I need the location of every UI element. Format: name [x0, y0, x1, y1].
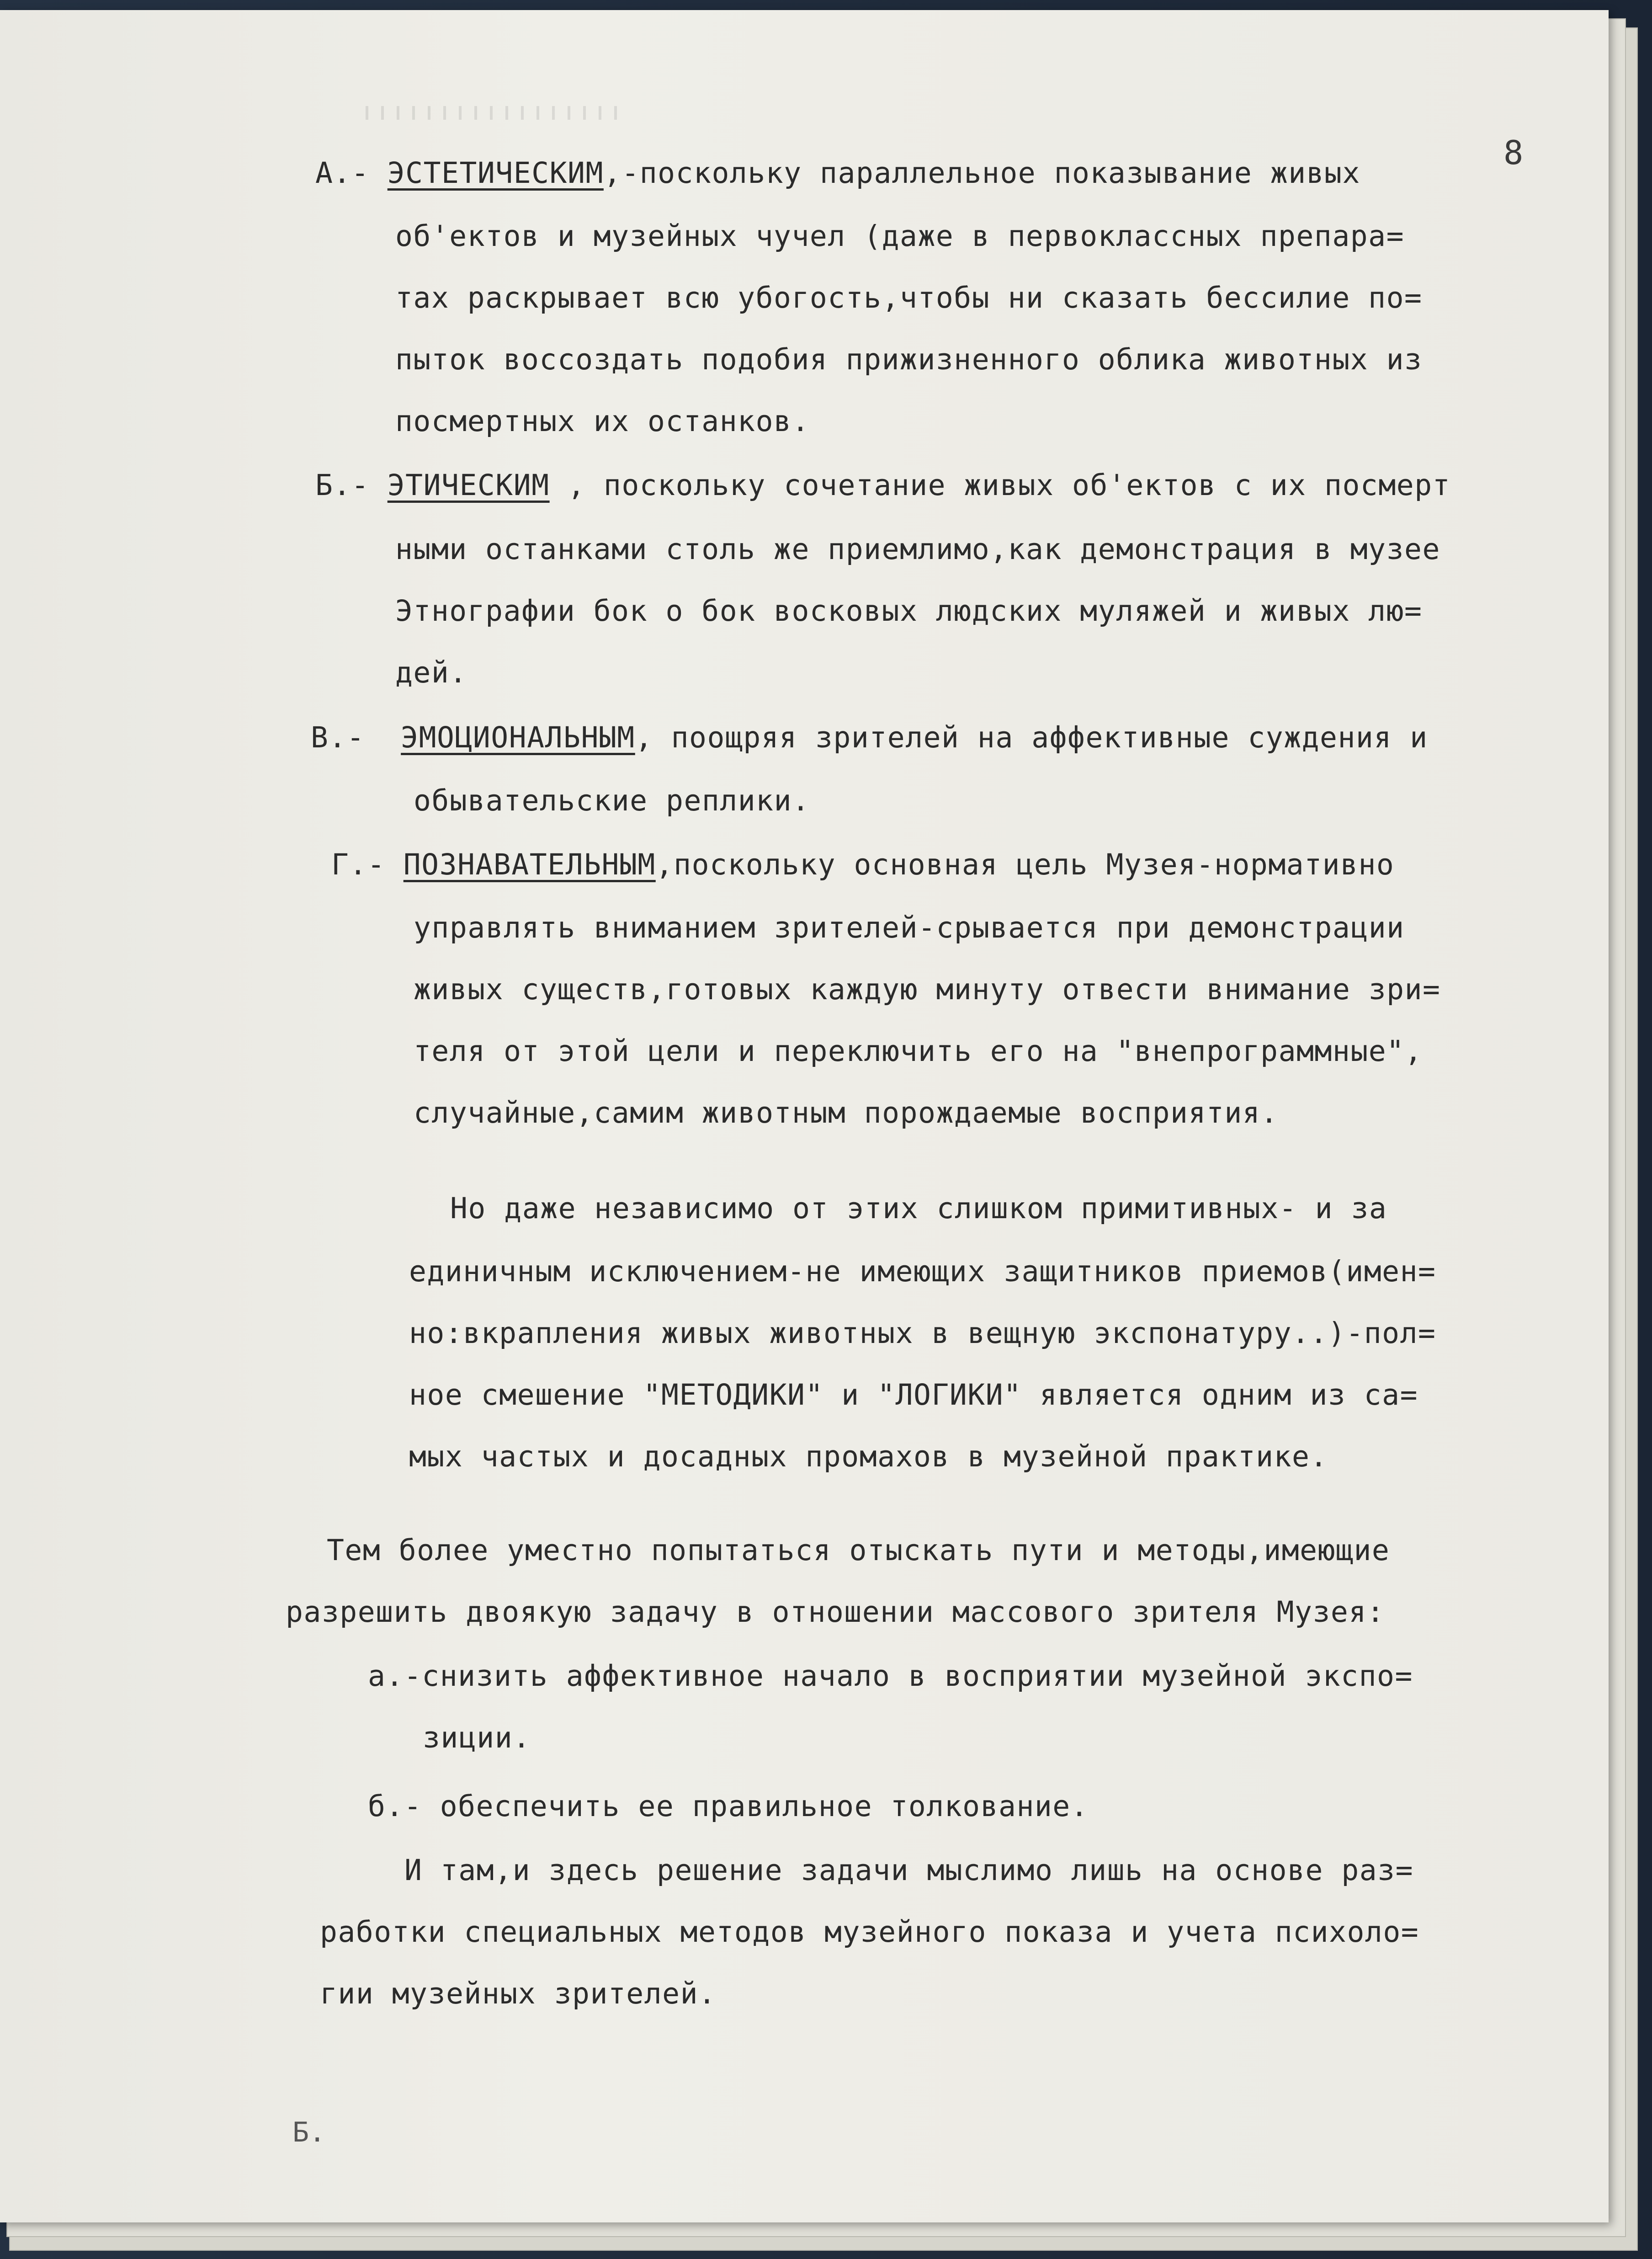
- item-a-keyword: ЭСТЕТИЧЕСКИМ: [387, 156, 604, 190]
- item-a-line: пыток воссоздать подобия прижизненного облика животных из: [395, 343, 1423, 376]
- item-a-line-1: [315, 156, 1360, 190]
- item-g-keyword: ПОЗНАВАТЕЛЬНЫМ: [403, 848, 656, 881]
- item-b-line-1-text: , поскольку сочетание живых об'ектов с их посмерт: [549, 469, 1451, 502]
- item-v-keyword: ЭМОЦИОНАЛЬНЫМ: [401, 721, 635, 754]
- item-a-line-1-text: ,-поскольку параллельное показывание живых: [603, 156, 1360, 190]
- item-v-line-1: [311, 723, 1428, 752]
- item-b-marker: Б.-: [315, 469, 370, 502]
- stray-typed-mark: Б.: [292, 2116, 326, 2148]
- faint-typewriter-marks: [366, 106, 621, 120]
- typewritten-page: [0, 10, 1609, 2222]
- paragraph-2-line: Тем более уместно попытаться отыскать пути и методы,имеющие: [327, 1534, 1390, 1567]
- item-g-line: случайные,самим животным порождаемые восприятия.: [414, 1096, 1279, 1130]
- task-a-line: зиции.: [423, 1721, 531, 1754]
- item-a-line: тах раскрывает всю убогость,чтобы ни сказать бессилие по=: [395, 281, 1423, 314]
- paragraph-3-line: гии музейных зрителей.: [320, 1977, 717, 2010]
- item-a-line: об'ектов и музейных чучел (даже в первоклассных препара=: [395, 219, 1405, 253]
- item-v-line-1-text: , поощряя зрителей на аффективные суждения и: [635, 721, 1428, 754]
- paragraph-2-line: разрешить двоякую задачу в отношении массового зрителя Музея:: [286, 1595, 1385, 1629]
- item-b-line: ными останками столь же приемлимо,как демонстрация в музее: [395, 533, 1440, 566]
- item-g-line: теля от этой цели и переключить его на "внепрограммные",: [414, 1034, 1423, 1068]
- item-b-line-1: [315, 471, 1450, 500]
- item-g-line: управлять вниманием зрителей-срывается при демонстрации: [414, 911, 1405, 944]
- paragraph-3-line: И там,и здесь решение задачи мыслимо лишь на основе раз=: [404, 1854, 1414, 1887]
- paragraph-1-line: единичным исключением-не имеющих защитников приемов(имен=: [409, 1255, 1436, 1288]
- page-number: 8: [1503, 133, 1524, 172]
- paragraph-1-line: ное смешение "МЕТОДИКИ" и "ЛОГИКИ" является одним из са=: [409, 1378, 1418, 1412]
- item-v-line: обывательские реплики.: [414, 784, 810, 817]
- item-g-line: живых существ,готовых каждую минуту отвести внимание зри=: [414, 973, 1441, 1006]
- item-g-line-1: [331, 850, 1394, 879]
- task-a-line: а.-снизить аффективное начало в восприятии музейной экспо=: [368, 1659, 1413, 1693]
- item-b-line: Этнографии бок о бок восковых людских муляжей и живых лю=: [395, 594, 1423, 628]
- item-g-marker: Г.-: [331, 848, 386, 881]
- paragraph-1-line: Но даже независимо от этих слишком примитивных- и за: [450, 1192, 1387, 1225]
- item-b-keyword: ЭТИЧЕСКИМ: [387, 469, 550, 502]
- item-g-line-1-text: ,поскольку основная цель Музея-нормативно: [655, 848, 1395, 881]
- item-v-marker: В.-: [311, 721, 365, 754]
- paragraph-3-line: работки специальных методов музейного показа и учета психоло=: [320, 1915, 1419, 1949]
- item-a-marker: А.-: [315, 156, 370, 190]
- paragraph-1-line: но:вкрапления живых животных в вещную экспонатуру..)-пол=: [409, 1316, 1436, 1350]
- item-a-line: посмертных их останков.: [395, 405, 810, 438]
- paragraph-1-line: мых частых и досадных промахов в музейной практике.: [409, 1440, 1328, 1473]
- item-b-line: дей.: [395, 656, 467, 689]
- task-b-line: б.- обеспечить ее правильное толкование.: [368, 1790, 1089, 1823]
